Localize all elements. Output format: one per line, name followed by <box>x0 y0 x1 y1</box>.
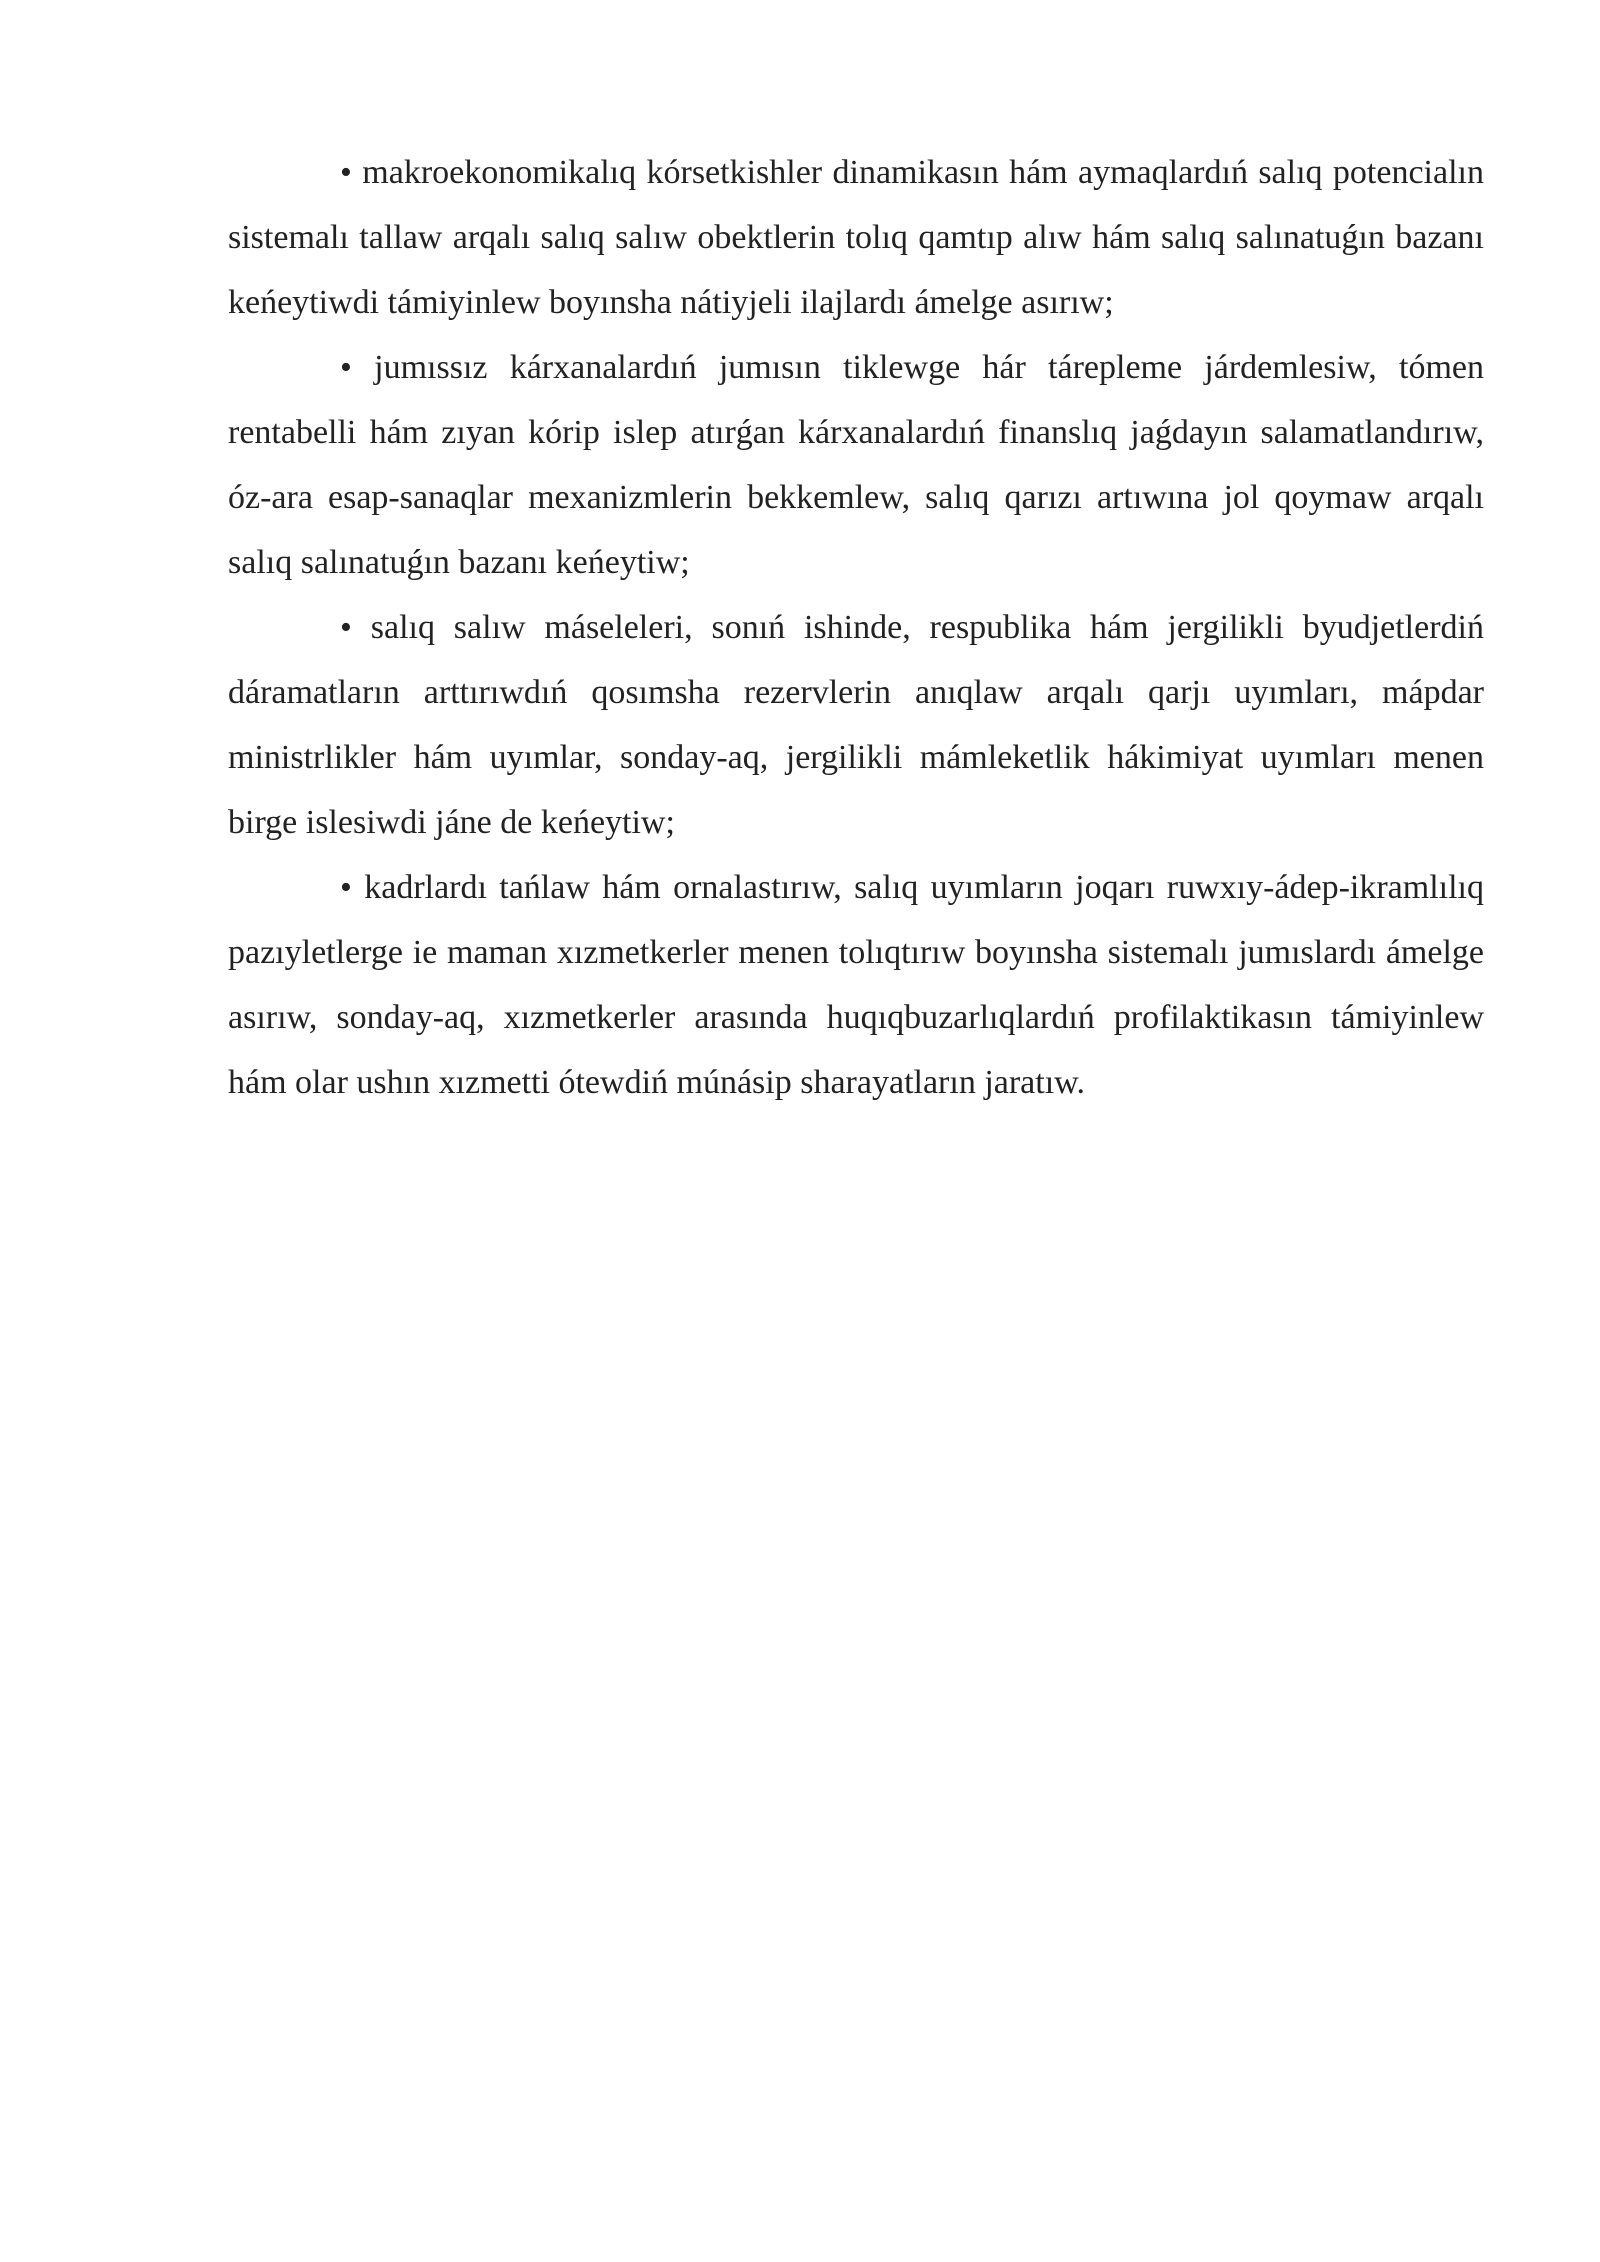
bullet-paragraph-2: • jumıssız kárxanalardıń jumısın tiklewge hár tárepleme járdemlesiw, tómen rentabelli hám zıyan kórip islep atırǵan kárxanalardıń finanslıq jaǵdayın salamatlandırıw, óz-ara esap-sanaqlar mexanizmlerin bekkemlew, salıq qarızı artıwına jol qoymaw arqalı salıq salınatuǵın bazanı keńeytiw; <box>228 349 1484 581</box>
bullet-paragraph-1: • makroekonomikalıq kórsetkishler dinamikasın hám aymaqlardıń salıq potencialın sistemalı tallaw arqalı salıq salıw obektlerin tolıq qamtıp alıw hám salıq salınatuǵın bazanı keńeytiwdi támiyinlew boyınsha nátiyjeli ilajlardı ámelge asırıw; <box>228 154 1484 321</box>
bullet-paragraph-4: • kadrlardı tańlaw hám ornalastırıw, salıq uyımların joqarı ruwxıy-ádep-ikramlılıq pazıyletlerge ie maman xızmetkerler menen tolıqtırıw boyınsha sistemalı jumıslardı ámelge asırıw, sonday-aq, xızmetkerler arasında huqıqbuzarlıqlardıń profilaktikasın támiyinlew hám olar ushın xızmetti ótewdiń múnásip sharayatların jaratıw. <box>228 869 1484 1101</box>
bullet-paragraph-3: • salıq salıw máseleleri, sonıń ishinde, respublika hám jergilikli byudjetlerdiń dáramatların arttırıwdıń qosımsha rezervlerin anıqlaw arqalı qarjı uyımları, mápdar ministrlikler hám uyımlar, sonday-aq, jergilikli mámleketlik hákimiyat uyımları menen birge islesiwdi jáne de keńeytiw; <box>228 609 1484 841</box>
body-text <box>228 140 1484 1115</box>
